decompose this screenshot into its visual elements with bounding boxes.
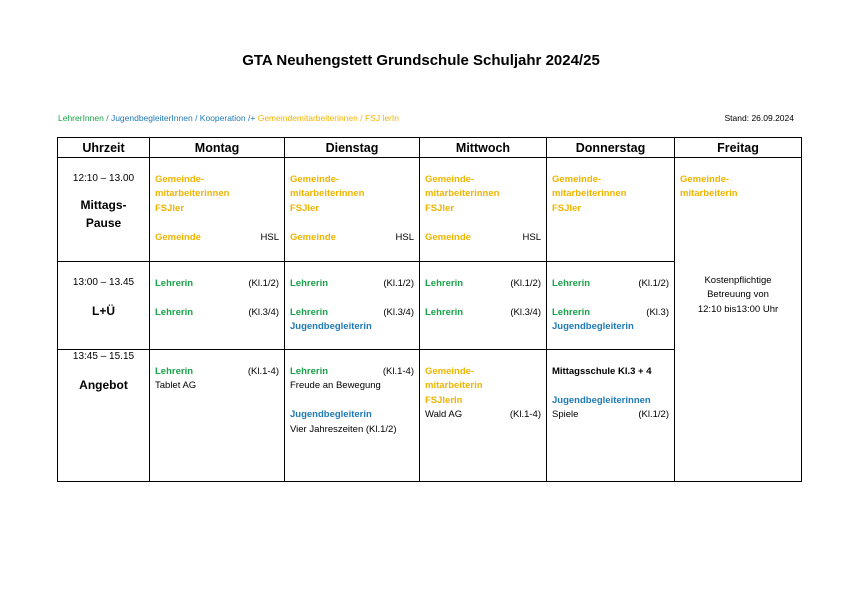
thursday-offer-cell bbox=[547, 350, 675, 482]
staff-label: Lehrerin bbox=[290, 365, 329, 377]
monday-offer-cell bbox=[150, 350, 285, 482]
class-label: (Kl.3/4) bbox=[383, 306, 414, 318]
tuesday-offer-cell bbox=[285, 350, 420, 482]
class-label: (Kl.3/4) bbox=[510, 306, 541, 318]
staff-label: Jugendbegleiterin bbox=[290, 409, 372, 420]
col-header-wednesday: Mittwoch bbox=[420, 138, 547, 158]
col-header-thursday: Donnerstag bbox=[547, 138, 675, 158]
staff-label: mitarbeiterinnen bbox=[155, 188, 230, 199]
slot-label: Mittags- bbox=[80, 198, 127, 212]
tuesday-lu-cell bbox=[285, 262, 420, 350]
staff-label: Gemeinde bbox=[155, 231, 201, 243]
time-range: 12:10 – 13.00 bbox=[72, 173, 135, 184]
color-legend bbox=[58, 113, 399, 123]
legend-sep: / bbox=[103, 113, 111, 123]
staff-label: Jugendbegleiterinnen bbox=[552, 394, 651, 406]
activity-label: Mittagsschule Kl.3 + 4 bbox=[552, 365, 652, 377]
col-header-friday: Freitag bbox=[675, 138, 802, 158]
wednesday-lu-cell bbox=[420, 262, 547, 350]
staff-label: Jugendbegleiterin bbox=[290, 321, 372, 332]
friday-offer-cell bbox=[675, 350, 802, 482]
class-label: (Kl.1/2) bbox=[383, 277, 414, 289]
staff-label: Gemeinde bbox=[425, 231, 471, 243]
location-label: HSL bbox=[522, 231, 541, 243]
monday-lunch-cell bbox=[150, 158, 285, 262]
staff-label: Gemeinde- bbox=[290, 173, 340, 185]
legend-youth-companions: JugendbegleiterInnen bbox=[110, 113, 193, 123]
staff-label: mitarbeiterinnen bbox=[552, 188, 627, 199]
activity-label: Vier Jahreszeiten (Kl.1/2) bbox=[290, 423, 397, 435]
tuesday-lunch-cell bbox=[285, 158, 420, 262]
activity-label: Spiele bbox=[552, 409, 579, 420]
staff-label: Lehrerin bbox=[290, 277, 329, 289]
col-header-tuesday: Dienstag bbox=[285, 138, 420, 158]
staff-label: mitarbeiterinnen bbox=[425, 188, 500, 199]
friday-care-cell bbox=[675, 158, 802, 350]
class-label: (Kl.3/4) bbox=[248, 306, 279, 318]
class-label: (Kl.3) bbox=[646, 306, 669, 318]
class-label: (Kl.1-4) bbox=[509, 409, 541, 420]
table-row bbox=[58, 158, 802, 262]
wednesday-lunch-cell bbox=[420, 158, 547, 262]
class-label: (Kl.1/2) bbox=[248, 277, 279, 289]
class-label: (Kl.1/2) bbox=[510, 277, 541, 289]
staff-label: Lehrerin bbox=[425, 277, 464, 289]
staff-label: Jugendbegleiterin bbox=[552, 321, 634, 332]
staff-label: Lehrerin bbox=[552, 277, 591, 289]
class-label: (Kl.1-4) bbox=[382, 365, 414, 377]
legend-sep: / bbox=[192, 113, 200, 123]
status-date: Stand: 26.09.2024 bbox=[724, 113, 794, 123]
staff-label: FSJler bbox=[425, 202, 455, 214]
class-label: (Kl.1/2) bbox=[638, 277, 669, 289]
legend-teachers: LehrerInnen bbox=[58, 113, 104, 123]
thursday-lunch-cell bbox=[547, 158, 675, 262]
staff-label: Gemeinde- bbox=[680, 173, 730, 185]
paid-care-text: Betreuung von bbox=[707, 289, 769, 300]
paid-care-text: 12:10 bis13:00 Uhr bbox=[697, 303, 779, 315]
header-row bbox=[58, 138, 802, 158]
location-label: HSL bbox=[395, 231, 414, 243]
staff-label: Lehrerin bbox=[155, 306, 194, 318]
activity-label: Freude an Bewegung bbox=[290, 380, 381, 391]
staff-label: Lehrerin bbox=[290, 306, 329, 318]
staff-label: Gemeinde- bbox=[155, 173, 205, 185]
schedule-table bbox=[57, 137, 802, 482]
thursday-lu-cell bbox=[547, 262, 675, 350]
page-title: GTA Neuhengstett Grundschule Schuljahr 2024/25 bbox=[242, 52, 600, 69]
staff-label: Lehrerin bbox=[155, 277, 194, 289]
location-label: HSL bbox=[260, 231, 279, 243]
staff-label: Lehrerin bbox=[425, 306, 464, 318]
staff-label: mitarbeiterinnen bbox=[290, 188, 365, 199]
time-cell bbox=[58, 158, 150, 262]
staff-label: mitarbeiterin bbox=[680, 188, 738, 199]
monday-lu-cell bbox=[150, 262, 285, 350]
staff-label: mitarbeiterin bbox=[425, 380, 483, 391]
table-row bbox=[58, 350, 802, 482]
staff-label: Gemeinde- bbox=[425, 173, 475, 185]
legend-sep: /+ bbox=[245, 113, 258, 123]
col-header-time: Uhrzeit bbox=[58, 138, 150, 158]
staff-label: Gemeinde bbox=[290, 231, 336, 243]
time-cell bbox=[58, 262, 150, 350]
slot-label: L+Ü bbox=[91, 304, 115, 318]
wednesday-offer-cell bbox=[420, 350, 547, 482]
staff-label: Lehrerin bbox=[552, 306, 591, 318]
staff-label: FSJler bbox=[155, 202, 185, 214]
staff-label: Gemeinde- bbox=[552, 173, 602, 185]
paid-care-text: Kostenpflichtige bbox=[704, 274, 772, 286]
staff-label: Lehrerin bbox=[155, 365, 194, 377]
staff-label: FSJler bbox=[290, 202, 320, 214]
time-range: 13:00 – 13.45 bbox=[72, 277, 135, 288]
slot-label: Pause bbox=[85, 216, 122, 230]
time-range: 13:45 – 15.15 bbox=[72, 351, 135, 362]
staff-label: FSJlerIn bbox=[425, 394, 463, 406]
legend-cooperation: Kooperation bbox=[199, 113, 246, 123]
time-cell bbox=[58, 350, 150, 482]
slot-label: Angebot bbox=[79, 378, 128, 392]
col-header-monday: Montag bbox=[150, 138, 285, 158]
class-label: (Kl.1/2) bbox=[638, 409, 669, 420]
legend-community-staff: Gemeindemitarbeiterinnen / FSJ lerIn bbox=[257, 113, 399, 123]
staff-label: FSJler bbox=[552, 202, 582, 214]
staff-label: Gemeinde- bbox=[425, 365, 475, 377]
class-label: (Kl.1-4) bbox=[247, 365, 279, 377]
activity-label: Wald AG bbox=[425, 409, 463, 420]
activity-label: Tablet AG bbox=[155, 380, 197, 391]
